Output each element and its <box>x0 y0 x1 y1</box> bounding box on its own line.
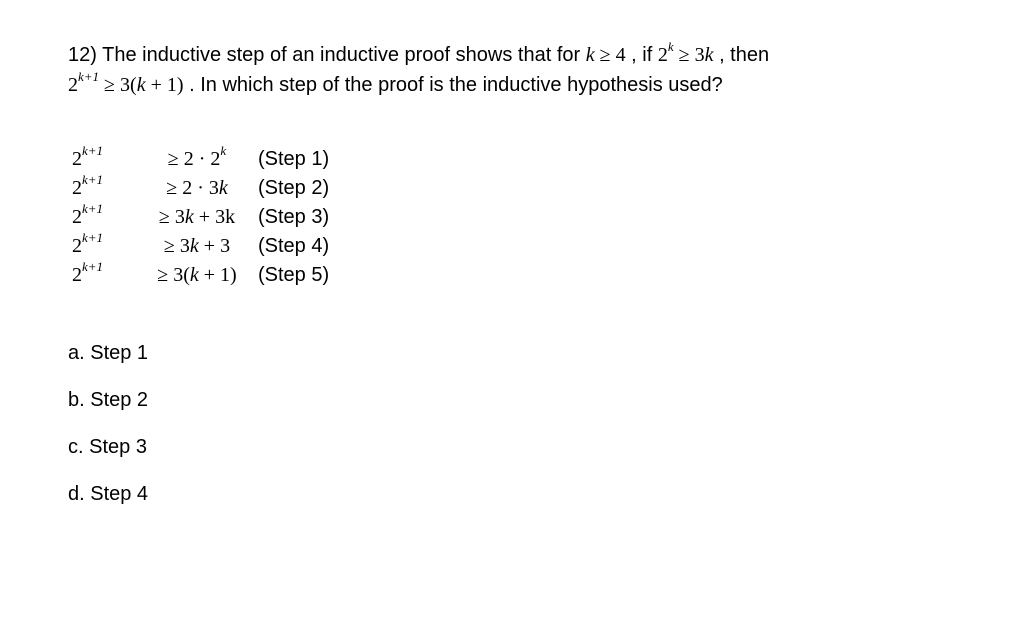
choice-a[interactable]: a. Step 1 <box>68 342 149 364</box>
conclusion-math: $2^{k+1} \ge 3(k + 1)$ <box>68 69 184 96</box>
proof-step-label: (Step 3) <box>258 206 330 228</box>
proof-step-rhs: ≥ 2 · 3k <box>166 177 228 199</box>
proof-step-rhs: ≥ 3k + 3 <box>163 235 231 257</box>
proof-step-lhs: $2^{k+1}$ <box>72 259 104 286</box>
proof-step-rhs: ≥ 3(k + 1) <box>157 264 237 286</box>
question-text-part-4: . In which step of the proof is the inductive hypothesis used? <box>189 74 723 96</box>
proof-step-lhs: $2^{k+1}$ <box>72 201 104 228</box>
question-text-part-1: The inductive step of an inductive proof shows that for <box>102 44 581 66</box>
question-text <box>68 40 968 100</box>
proof-step-rhs: ≥ 3k + 3k <box>158 206 236 228</box>
answer-choices <box>68 338 148 526</box>
proof-step-2 <box>68 174 329 203</box>
proof-steps-table <box>68 145 329 290</box>
proof-step-rhs: ≥ $2 \cdot 2^k$ <box>167 143 227 170</box>
choice-b[interactable]: b. Step 2 <box>68 389 149 411</box>
choice-c[interactable]: c. Step 3 <box>68 436 147 458</box>
proof-step-label: (Step 4) <box>258 235 330 257</box>
question-number: 12) <box>68 44 97 66</box>
hypothesis-math: $2^k \ge 3k$ <box>657 39 714 66</box>
question-text-part-2: , if <box>631 44 653 66</box>
proof-step-1 <box>68 145 329 174</box>
condition-math: k ≥ 4 <box>585 44 626 66</box>
proof-step-label: (Step 2) <box>258 177 330 199</box>
choice-d[interactable]: d. Step 4 <box>68 483 149 505</box>
proof-step-label: (Step 1) <box>258 148 330 170</box>
proof-step-lhs: $2^{k+1}$ <box>72 143 104 170</box>
proof-step-5 <box>68 261 329 290</box>
proof-step-lhs: $2^{k+1}$ <box>72 230 104 257</box>
proof-step-3 <box>68 203 329 232</box>
question-text-part-3: , then <box>719 44 770 66</box>
proof-step-lhs: $2^{k+1}$ <box>72 172 104 199</box>
proof-step-label: (Step 5) <box>258 264 330 286</box>
proof-step-4 <box>68 232 329 261</box>
